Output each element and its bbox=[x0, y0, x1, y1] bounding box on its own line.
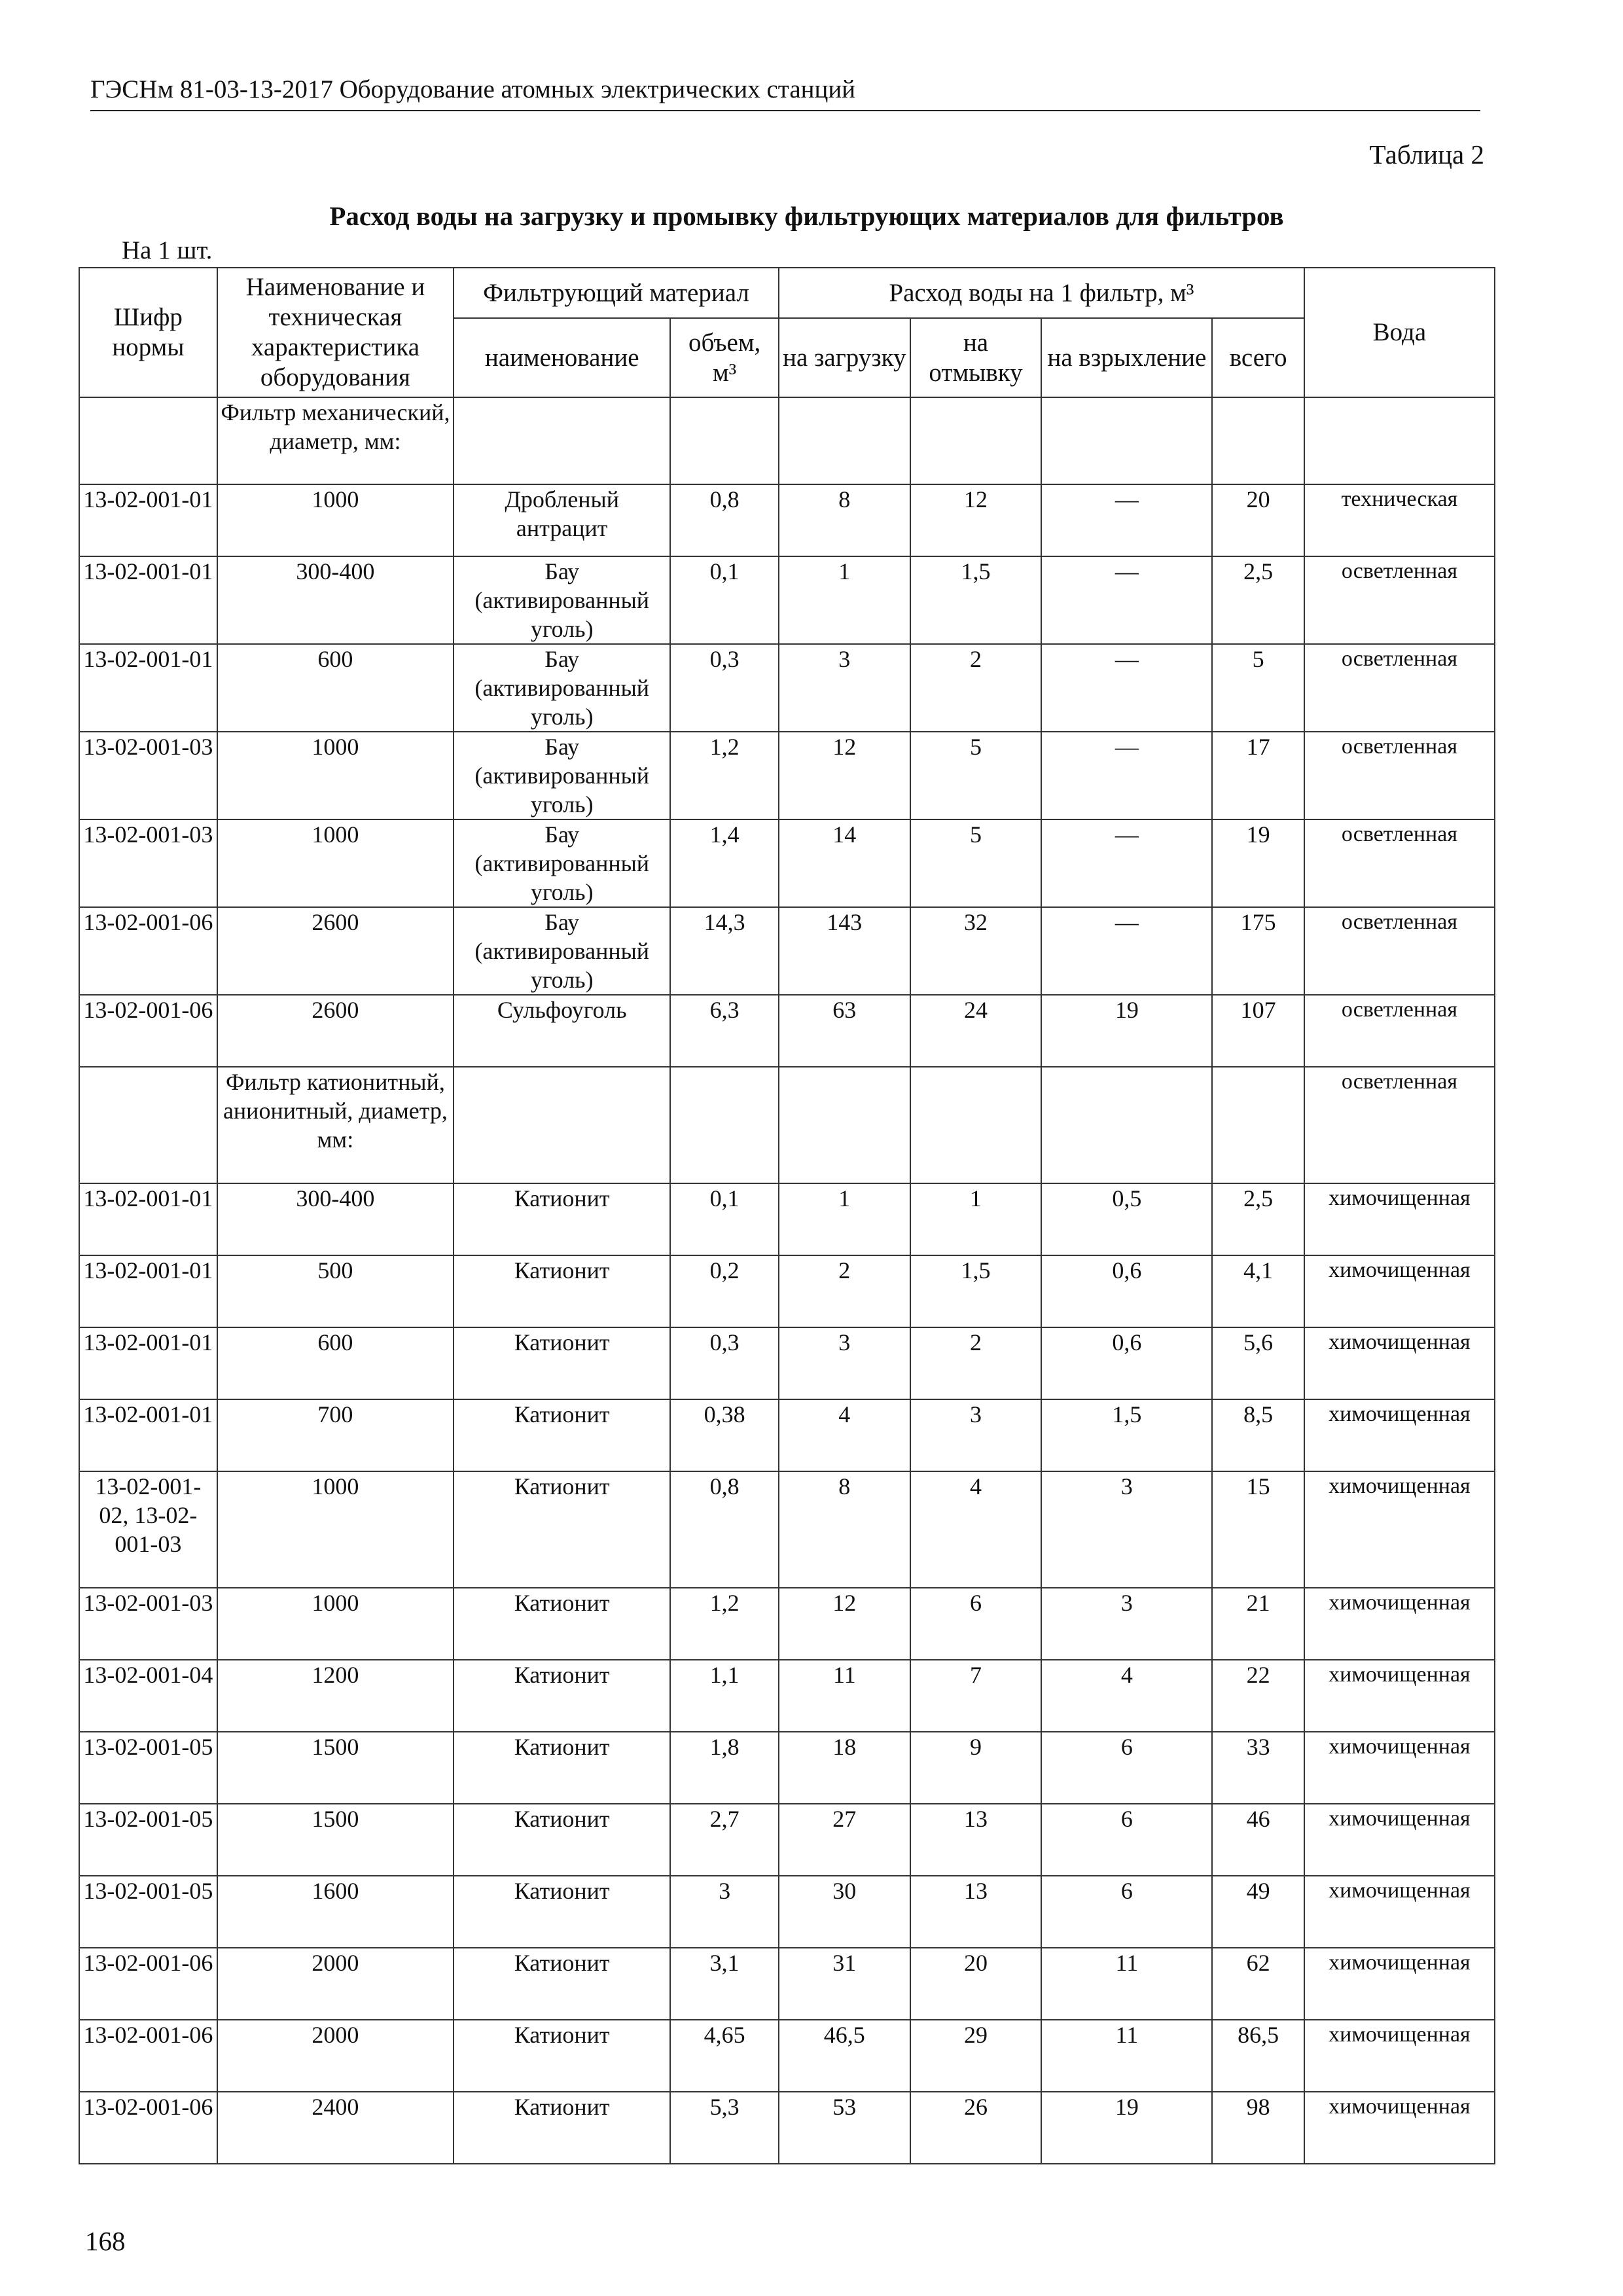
material-cell: Бау (активированный уголь) bbox=[454, 556, 670, 644]
loosen-cell: — bbox=[1041, 484, 1212, 556]
equipment-cell: 600 bbox=[217, 644, 454, 732]
material-cell: Катионит bbox=[454, 1255, 670, 1327]
volume-cell: 6,3 bbox=[670, 995, 779, 1067]
table-row bbox=[79, 644, 1495, 732]
table-row bbox=[79, 1804, 1495, 1876]
total-cell: 22 bbox=[1212, 1660, 1304, 1732]
loosen-cell: — bbox=[1041, 556, 1212, 644]
water-type-cell: химочищенная bbox=[1304, 1804, 1495, 1876]
wash-cell: 1,5 bbox=[910, 556, 1042, 644]
equipment-cell: 600 bbox=[217, 1327, 454, 1399]
volume-cell: 0,3 bbox=[670, 644, 779, 732]
material-cell: Сульфоуголь bbox=[454, 995, 670, 1067]
table-header bbox=[79, 268, 1495, 397]
material-cell bbox=[454, 1067, 670, 1183]
table-row bbox=[79, 1183, 1495, 1255]
load-cell: 8 bbox=[779, 1471, 910, 1588]
table-number: Таблица 2 bbox=[1369, 139, 1484, 170]
volume-cell: 3,1 bbox=[670, 1948, 779, 2020]
wash-cell: 7 bbox=[910, 1660, 1042, 1732]
equipment-cell: 2600 bbox=[217, 907, 454, 995]
code-cell: 13-02-001-02, 13-02-001-03 bbox=[79, 1471, 217, 1588]
water-type-cell bbox=[1304, 397, 1495, 484]
water-type-cell: химочищенная bbox=[1304, 2020, 1495, 2092]
material-cell: Катионит bbox=[454, 1948, 670, 2020]
total-cell: 5,6 bbox=[1212, 1327, 1304, 1399]
total-cell: 19 bbox=[1212, 819, 1304, 907]
header-filter-material: Фильтрующий материал bbox=[454, 268, 779, 318]
total-cell: 33 bbox=[1212, 1732, 1304, 1804]
water-consumption-table bbox=[79, 267, 1495, 2164]
wash-cell: 12 bbox=[910, 484, 1042, 556]
loosen-cell: — bbox=[1041, 819, 1212, 907]
code-cell: 13-02-001-01 bbox=[79, 1183, 217, 1255]
loosen-cell: 0,6 bbox=[1041, 1255, 1212, 1327]
code-cell: 13-02-001-03 bbox=[79, 819, 217, 907]
volume-cell: 0,1 bbox=[670, 556, 779, 644]
water-type-cell: химочищенная bbox=[1304, 1948, 1495, 2020]
code-cell: 13-02-001-05 bbox=[79, 1804, 217, 1876]
water-type-cell: осветленная bbox=[1304, 995, 1495, 1067]
total-cell: 17 bbox=[1212, 732, 1304, 819]
equipment-cell: Фильтр катионитный, анионитный, диаметр, мм: bbox=[217, 1067, 454, 1183]
volume-cell: 0,8 bbox=[670, 484, 779, 556]
loosen-cell: — bbox=[1041, 907, 1212, 995]
load-cell: 30 bbox=[779, 1876, 910, 1948]
wash-cell: 26 bbox=[910, 2092, 1042, 2164]
material-cell: Катионит bbox=[454, 1732, 670, 1804]
volume-cell: 4,65 bbox=[670, 2020, 779, 2092]
volume-cell bbox=[670, 397, 779, 484]
load-cell: 27 bbox=[779, 1804, 910, 1876]
water-type-cell: химочищенная bbox=[1304, 1660, 1495, 1732]
code-cell: 13-02-001-06 bbox=[79, 995, 217, 1067]
load-cell: 2 bbox=[779, 1255, 910, 1327]
material-cell: Катионит bbox=[454, 1471, 670, 1588]
code-cell: 13-02-001-06 bbox=[79, 2092, 217, 2164]
total-cell: 5 bbox=[1212, 644, 1304, 732]
water-type-cell: химочищенная bbox=[1304, 1588, 1495, 1660]
material-cell bbox=[454, 397, 670, 484]
water-type-cell: химочищенная bbox=[1304, 1732, 1495, 1804]
table-body bbox=[79, 397, 1495, 2164]
wash-cell: 9 bbox=[910, 1732, 1042, 1804]
load-cell bbox=[779, 397, 910, 484]
loosen-cell: 1,5 bbox=[1041, 1399, 1212, 1471]
header-load: на загрузку bbox=[779, 318, 910, 397]
water-type-cell: химочищенная bbox=[1304, 1255, 1495, 1327]
water-type-cell: химочищенная bbox=[1304, 1327, 1495, 1399]
table-row bbox=[79, 1948, 1495, 2020]
equipment-cell: 2000 bbox=[217, 2020, 454, 2092]
code-cell: 13-02-001-01 bbox=[79, 644, 217, 732]
table-row bbox=[79, 732, 1495, 819]
loosen-cell: 6 bbox=[1041, 1876, 1212, 1948]
loosen-cell: — bbox=[1041, 732, 1212, 819]
wash-cell: 32 bbox=[910, 907, 1042, 995]
loosen-cell: 19 bbox=[1041, 2092, 1212, 2164]
loosen-cell: 0,5 bbox=[1041, 1183, 1212, 1255]
equipment-cell: 1000 bbox=[217, 484, 454, 556]
equipment-cell: 300-400 bbox=[217, 1183, 454, 1255]
volume-cell: 0,1 bbox=[670, 1183, 779, 1255]
code-cell: 13-02-001-01 bbox=[79, 1327, 217, 1399]
material-cell: Катионит bbox=[454, 1876, 670, 1948]
wash-cell: 13 bbox=[910, 1804, 1042, 1876]
loosen-cell: 3 bbox=[1041, 1588, 1212, 1660]
total-cell bbox=[1212, 397, 1304, 484]
table-row bbox=[79, 1471, 1495, 1588]
table-row bbox=[79, 819, 1495, 907]
code-cell: 13-02-001-03 bbox=[79, 1588, 217, 1660]
load-cell: 4 bbox=[779, 1399, 910, 1471]
water-type-cell: осветленная bbox=[1304, 819, 1495, 907]
table-row bbox=[79, 2092, 1495, 2164]
wash-cell: 20 bbox=[910, 1948, 1042, 2020]
load-cell: 11 bbox=[779, 1660, 910, 1732]
load-cell bbox=[779, 1067, 910, 1183]
water-type-cell: химочищенная bbox=[1304, 1399, 1495, 1471]
equipment-cell: 700 bbox=[217, 1399, 454, 1471]
loosen-cell bbox=[1041, 397, 1212, 484]
equipment-cell: 1000 bbox=[217, 1588, 454, 1660]
equipment-cell: 1500 bbox=[217, 1804, 454, 1876]
volume-cell: 1,8 bbox=[670, 1732, 779, 1804]
equipment-cell: 1000 bbox=[217, 732, 454, 819]
table-title: Расход воды на загрузку и промывку фильтрующих материалов для фильтров bbox=[329, 201, 1284, 231]
volume-cell bbox=[670, 1067, 779, 1183]
wash-cell: 1,5 bbox=[910, 1255, 1042, 1327]
loosen-cell: 6 bbox=[1041, 1804, 1212, 1876]
load-cell: 1 bbox=[779, 556, 910, 644]
code-cell: 13-02-001-04 bbox=[79, 1660, 217, 1732]
total-cell: 15 bbox=[1212, 1471, 1304, 1588]
total-cell: 86,5 bbox=[1212, 2020, 1304, 2092]
loosen-cell: — bbox=[1041, 644, 1212, 732]
table-row bbox=[79, 1327, 1495, 1399]
loosen-cell: 4 bbox=[1041, 1660, 1212, 1732]
volume-cell: 1,2 bbox=[670, 1588, 779, 1660]
loosen-cell: 19 bbox=[1041, 995, 1212, 1067]
material-cell: Дробленый антрацит bbox=[454, 484, 670, 556]
material-cell: Катионит bbox=[454, 1399, 670, 1471]
equipment-cell: 2000 bbox=[217, 1948, 454, 2020]
equipment-cell: 1000 bbox=[217, 819, 454, 907]
table-row bbox=[79, 1876, 1495, 1948]
code-cell: 13-02-001-03 bbox=[79, 732, 217, 819]
table-row bbox=[79, 907, 1495, 995]
load-cell: 8 bbox=[779, 484, 910, 556]
volume-cell: 2,7 bbox=[670, 1804, 779, 1876]
material-cell: Катионит bbox=[454, 1660, 670, 1732]
total-cell: 49 bbox=[1212, 1876, 1304, 1948]
load-cell: 3 bbox=[779, 644, 910, 732]
volume-cell: 0,3 bbox=[670, 1327, 779, 1399]
page-number: 168 bbox=[85, 2226, 126, 2256]
code-cell: 13-02-001-05 bbox=[79, 1876, 217, 1948]
total-cell: 175 bbox=[1212, 907, 1304, 995]
code-cell: 13-02-001-06 bbox=[79, 2020, 217, 2092]
code-cell: 13-02-001-01 bbox=[79, 1255, 217, 1327]
load-cell: 63 bbox=[779, 995, 910, 1067]
water-type-cell: химочищенная bbox=[1304, 1876, 1495, 1948]
load-cell: 14 bbox=[779, 819, 910, 907]
wash-cell: 3 bbox=[910, 1399, 1042, 1471]
load-cell: 143 bbox=[779, 907, 910, 995]
code-cell: 13-02-001-06 bbox=[79, 907, 217, 995]
material-cell: Бау (активированный уголь) bbox=[454, 732, 670, 819]
material-cell: Катионит bbox=[454, 1183, 670, 1255]
loosen-cell bbox=[1041, 1067, 1212, 1183]
load-cell: 12 bbox=[779, 1588, 910, 1660]
wash-cell: 13 bbox=[910, 1876, 1042, 1948]
volume-cell: 14,3 bbox=[670, 907, 779, 995]
table-row bbox=[79, 2020, 1495, 2092]
volume-cell: 0,8 bbox=[670, 1471, 779, 1588]
table-row bbox=[79, 556, 1495, 644]
equipment-cell: 2400 bbox=[217, 2092, 454, 2164]
code-cell: 13-02-001-01 bbox=[79, 484, 217, 556]
load-cell: 18 bbox=[779, 1732, 910, 1804]
total-cell: 62 bbox=[1212, 1948, 1304, 2020]
water-type-cell: химочищенная bbox=[1304, 2092, 1495, 2164]
wash-cell: 24 bbox=[910, 995, 1042, 1067]
code-cell bbox=[79, 1067, 217, 1183]
total-cell: 98 bbox=[1212, 2092, 1304, 2164]
volume-cell: 5,3 bbox=[670, 2092, 779, 2164]
code-cell: 13-02-001-01 bbox=[79, 556, 217, 644]
total-cell: 20 bbox=[1212, 484, 1304, 556]
code-cell: 13-02-001-01 bbox=[79, 1399, 217, 1471]
water-type-cell: техническая bbox=[1304, 484, 1495, 556]
material-cell: Бау (активированный уголь) bbox=[454, 819, 670, 907]
wash-cell: 5 bbox=[910, 819, 1042, 907]
table-row bbox=[79, 1660, 1495, 1732]
material-cell: Катионит bbox=[454, 1327, 670, 1399]
code-cell bbox=[79, 397, 217, 484]
header-total: всего bbox=[1212, 318, 1304, 397]
wash-cell: 4 bbox=[910, 1471, 1042, 1588]
wash-cell bbox=[910, 1067, 1042, 1183]
table-row bbox=[79, 484, 1495, 556]
material-cell: Бау (активированный уголь) bbox=[454, 907, 670, 995]
total-cell: 4,1 bbox=[1212, 1255, 1304, 1327]
load-cell: 12 bbox=[779, 732, 910, 819]
volume-cell: 1,1 bbox=[670, 1660, 779, 1732]
header-water: Вода bbox=[1304, 268, 1495, 397]
volume-cell: 3 bbox=[670, 1876, 779, 1948]
code-cell: 13-02-001-05 bbox=[79, 1732, 217, 1804]
running-header: ГЭСНм 81-03-13-2017 Оборудование атомных электрических станций bbox=[90, 73, 1480, 111]
total-cell: 46 bbox=[1212, 1804, 1304, 1876]
equipment-cell: 300-400 bbox=[217, 556, 454, 644]
table-row bbox=[79, 1255, 1495, 1327]
wash-cell: 1 bbox=[910, 1183, 1042, 1255]
volume-cell: 1,4 bbox=[670, 819, 779, 907]
table-row bbox=[79, 1399, 1495, 1471]
table-row bbox=[79, 1732, 1495, 1804]
water-type-cell: осветленная bbox=[1304, 732, 1495, 819]
wash-cell: 29 bbox=[910, 2020, 1042, 2092]
loosen-cell: 11 bbox=[1041, 2020, 1212, 2092]
wash-cell: 2 bbox=[910, 1327, 1042, 1399]
total-cell: 2,5 bbox=[1212, 1183, 1304, 1255]
water-type-cell: осветленная bbox=[1304, 1067, 1495, 1183]
wash-cell: 5 bbox=[910, 732, 1042, 819]
equipment-cell: Фильтр механический, диаметр, мм: bbox=[217, 397, 454, 484]
equipment-cell: 1000 bbox=[217, 1471, 454, 1588]
water-type-cell: осветленная bbox=[1304, 556, 1495, 644]
table-row bbox=[79, 1588, 1495, 1660]
header-wash: на отмывку bbox=[910, 318, 1042, 397]
header-code: Шифр нормы bbox=[79, 268, 217, 397]
code-cell: 13-02-001-06 bbox=[79, 1948, 217, 2020]
total-cell: 2,5 bbox=[1212, 556, 1304, 644]
load-cell: 46,5 bbox=[779, 2020, 910, 2092]
volume-cell: 0,38 bbox=[670, 1399, 779, 1471]
total-cell bbox=[1212, 1067, 1304, 1183]
wash-cell bbox=[910, 397, 1042, 484]
table-row bbox=[79, 1067, 1495, 1183]
water-type-cell: осветленная bbox=[1304, 907, 1495, 995]
equipment-cell: 2600 bbox=[217, 995, 454, 1067]
load-cell: 1 bbox=[779, 1183, 910, 1255]
material-cell: Катионит bbox=[454, 1588, 670, 1660]
volume-cell: 0,2 bbox=[670, 1255, 779, 1327]
equipment-cell: 500 bbox=[217, 1255, 454, 1327]
water-type-cell: химочищенная bbox=[1304, 1471, 1495, 1588]
material-cell: Катионит bbox=[454, 2092, 670, 2164]
table-row bbox=[79, 397, 1495, 484]
material-cell: Катионит bbox=[454, 1804, 670, 1876]
loosen-cell: 3 bbox=[1041, 1471, 1212, 1588]
header-volume: объем, м³ bbox=[670, 318, 779, 397]
wash-cell: 2 bbox=[910, 644, 1042, 732]
equipment-cell: 1200 bbox=[217, 1660, 454, 1732]
load-cell: 31 bbox=[779, 1948, 910, 2020]
load-cell: 3 bbox=[779, 1327, 910, 1399]
material-cell: Катионит bbox=[454, 2020, 670, 2092]
table-row bbox=[79, 995, 1495, 1067]
volume-cell: 1,2 bbox=[670, 732, 779, 819]
material-cell: Бау (активированный уголь) bbox=[454, 644, 670, 732]
equipment-cell: 1500 bbox=[217, 1732, 454, 1804]
total-cell: 8,5 bbox=[1212, 1399, 1304, 1471]
header-water-use: Расход воды на 1 фильтр, м³ bbox=[779, 268, 1304, 318]
header-loosen: на взрыхление bbox=[1041, 318, 1212, 397]
water-type-cell: химочищенная bbox=[1304, 1183, 1495, 1255]
water-type-cell: осветленная bbox=[1304, 644, 1495, 732]
wash-cell: 6 bbox=[910, 1588, 1042, 1660]
loosen-cell: 11 bbox=[1041, 1948, 1212, 2020]
loosen-cell: 6 bbox=[1041, 1732, 1212, 1804]
unit-note: На 1 шт. bbox=[122, 236, 213, 264]
loosen-cell: 0,6 bbox=[1041, 1327, 1212, 1399]
total-cell: 21 bbox=[1212, 1588, 1304, 1660]
equipment-cell: 1600 bbox=[217, 1876, 454, 1948]
load-cell: 53 bbox=[779, 2092, 910, 2164]
total-cell: 107 bbox=[1212, 995, 1304, 1067]
header-equipment: Наименование и техническая характеристика оборудования bbox=[217, 268, 454, 397]
header-material-name: наименование bbox=[454, 318, 670, 397]
